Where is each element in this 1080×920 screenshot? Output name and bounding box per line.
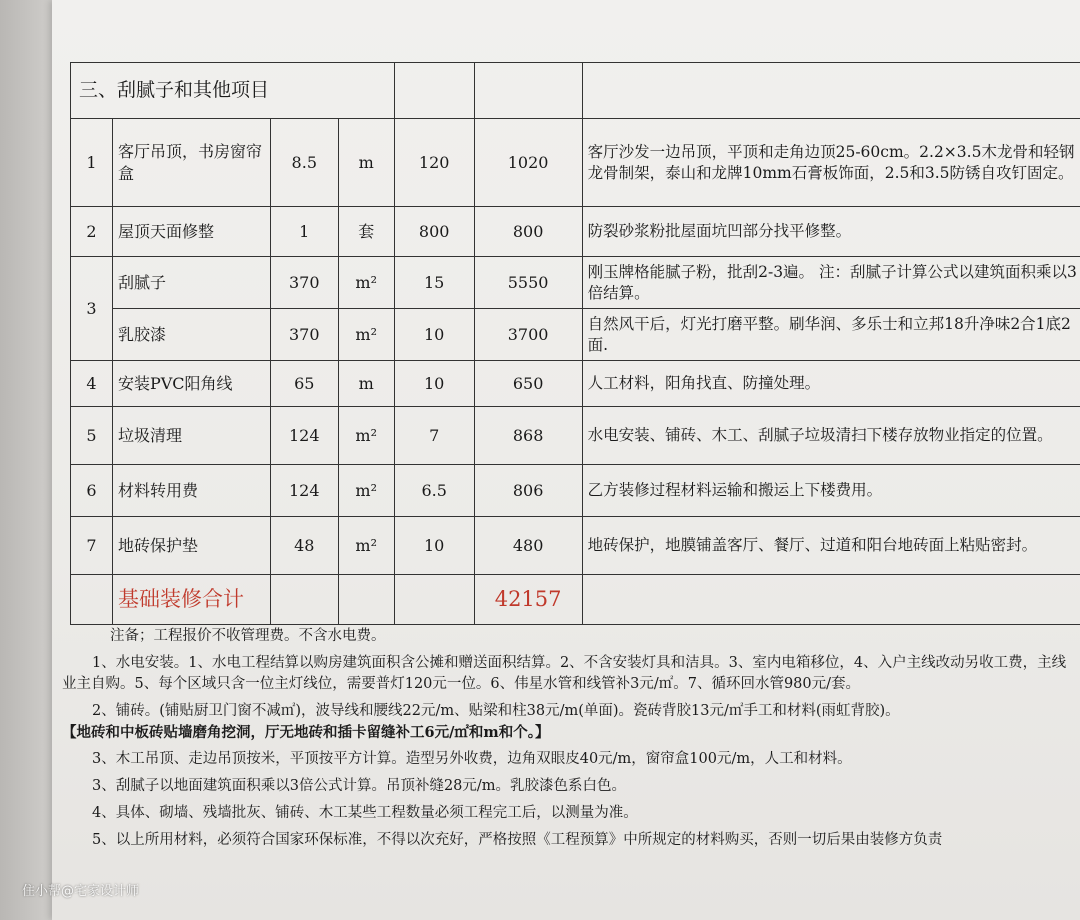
item-unit-price: 10 — [394, 361, 474, 407]
table-row — [71, 207, 1080, 257]
section-title: 三、刮腻子和其他项目 — [71, 63, 395, 119]
item-quantity: 48 — [270, 517, 338, 575]
background-left-edge — [0, 0, 52, 920]
item-description: 地砖保护，地膜铺盖客厅、餐厅、过道和阳台地砖面上粘贴密封。 — [582, 517, 1080, 575]
total-row — [71, 575, 1080, 625]
item-description: 自然风干后，灯光打磨平整。刷华润、多乐士和立邦18升净味2合1底2面. — [582, 309, 1080, 361]
item-quantity: 370 — [270, 257, 338, 309]
item-name: 客厅吊顶，书房窗帘盒 — [112, 119, 270, 207]
row-number: 7 — [71, 517, 113, 575]
table-row — [71, 361, 1080, 407]
row-number: 4 — [71, 361, 113, 407]
item-amount: 1020 — [474, 119, 582, 207]
note-tiling-extra: 【地砖和中板砖贴墙磨角挖洞，厅无地砖和插卡留缝补工6元/㎡和m和个。】 — [62, 724, 550, 742]
note-measurement: 4、具体、砌墙、残墙批灰、铺砖、木工某些工程数量必须工程完工后，以测量为准。 — [92, 805, 638, 822]
item-amount: 806 — [474, 465, 582, 517]
note-carpentry: 3、木工吊顶、走边吊顶按米，平顶按平方计算。造型另外收费，边角双眼皮40元/m，窗帘盒100元/m，人工和材料。 — [92, 751, 852, 768]
empty-cell — [582, 63, 1080, 119]
empty-cell — [71, 575, 113, 625]
note-plumbing-electrical: 1、水电安装。1、水电工程结算以购房建筑面积含公摊和赠送面积结算。2、不含安装灯具和洁具。3、室内电箱移位，4、入户主线改动另收工费，主线业主自购。5、每个区域只含一位主灯线位，需要普灯120元一位。6、伟星水管和线管补3元/㎡。7、循环回水管980元/套。 — [62, 655, 1067, 693]
item-description: 刚玉牌格能腻子粉，批刮2-3遍。 注：刮腻子计算公式以建筑面积乘以3倍结算。 — [582, 257, 1080, 309]
note-putty: 3、刮腻子以地面建筑面积乘以3倍公式计算。吊顶补缝28元/m。乳胶漆色系白色。 — [92, 778, 627, 795]
row-number: 6 — [71, 465, 113, 517]
item-unit: m² — [338, 465, 394, 517]
row-number: 2 — [71, 207, 113, 257]
table-row — [71, 407, 1080, 465]
item-unit: m² — [338, 407, 394, 465]
table-row — [71, 119, 1080, 207]
empty-cell — [394, 575, 474, 625]
item-name: 屋顶天面修整 — [112, 207, 270, 257]
item-unit: m² — [338, 517, 394, 575]
item-amount: 480 — [474, 517, 582, 575]
item-quantity: 65 — [270, 361, 338, 407]
item-unit-price: 15 — [394, 257, 474, 309]
item-unit: 套 — [338, 207, 394, 257]
table-row — [71, 465, 1080, 517]
item-quantity: 1 — [270, 207, 338, 257]
item-unit-price: 6.5 — [394, 465, 474, 517]
quote-table — [70, 62, 1080, 625]
item-unit-price: 7 — [394, 407, 474, 465]
item-description: 防裂砂浆粉批屋面坑凹部分找平修整。 — [582, 207, 1080, 257]
empty-cell — [474, 63, 582, 119]
item-name: 垃圾清理 — [112, 407, 270, 465]
note-tiling: 2、铺砖。(铺贴厨卫门窗不减㎡)，波导线和腰线22元/m、贴梁和柱38元/m(单面)。瓷砖背胶13元/㎡手工和材料(雨虹背胶)。 — [92, 703, 900, 720]
table-row — [71, 257, 1080, 309]
watermark-text: 住小帮@宅家设计师 — [22, 884, 140, 899]
item-amount: 3700 — [474, 309, 582, 361]
item-description: 客厅沙发一边吊顶，平顶和走角边顶25-60cm。2.2×3.5木龙骨和轻钢龙骨制架，泰山和龙牌10mm石膏板饰面，2.5和3.5防锈自攻钉固定。 — [582, 119, 1080, 207]
item-unit-price: 10 — [394, 309, 474, 361]
total-label: 基础装修合计 — [112, 575, 270, 625]
item-quantity: 124 — [270, 465, 338, 517]
empty-cell — [582, 575, 1080, 625]
row-number: 3 — [71, 257, 113, 361]
item-name: 安装PVC阳角线 — [112, 361, 270, 407]
item-amount: 650 — [474, 361, 582, 407]
row-number: 1 — [71, 119, 113, 207]
item-description: 水电安装、铺砖、木工、刮腻子垃圾清扫下楼存放物业指定的位置。 — [582, 407, 1080, 465]
item-unit: m — [338, 119, 394, 207]
item-description: 人工材料，阳角找直、防撞处理。 — [582, 361, 1080, 407]
row-number: 5 — [71, 407, 113, 465]
notes-header: 注备；工程报价不收管理费。不含水电费。 — [110, 628, 386, 644]
section-header-row — [71, 63, 1080, 119]
item-name: 乳胶漆 — [112, 309, 270, 361]
item-description: 乙方装修过程材料运输和搬运上下楼费用。 — [582, 465, 1080, 517]
item-name: 刮腻子 — [112, 257, 270, 309]
item-quantity: 8.5 — [270, 119, 338, 207]
item-unit-price: 120 — [394, 119, 474, 207]
item-unit: m² — [338, 257, 394, 309]
empty-cell — [270, 575, 338, 625]
table-row — [71, 309, 1080, 361]
item-unit-price: 10 — [394, 517, 474, 575]
notes-section — [62, 626, 1080, 857]
item-unit: m — [338, 361, 394, 407]
empty-cell — [394, 63, 474, 119]
item-unit-price: 800 — [394, 207, 474, 257]
item-amount: 5550 — [474, 257, 582, 309]
item-quantity: 370 — [270, 309, 338, 361]
empty-cell — [338, 575, 394, 625]
item-name: 材料转用费 — [112, 465, 270, 517]
note-materials: 5、以上所用材料，必须符合国家环保标准，不得以次充好，严格按照《工程预算》中所规定的材料购买，否则一切后果由装修方负责 — [92, 832, 943, 849]
item-amount: 868 — [474, 407, 582, 465]
item-amount: 800 — [474, 207, 582, 257]
item-quantity: 124 — [270, 407, 338, 465]
total-amount: 42157 — [474, 575, 582, 625]
table-row — [71, 517, 1080, 575]
item-unit: m² — [338, 309, 394, 361]
item-name: 地砖保护垫 — [112, 517, 270, 575]
